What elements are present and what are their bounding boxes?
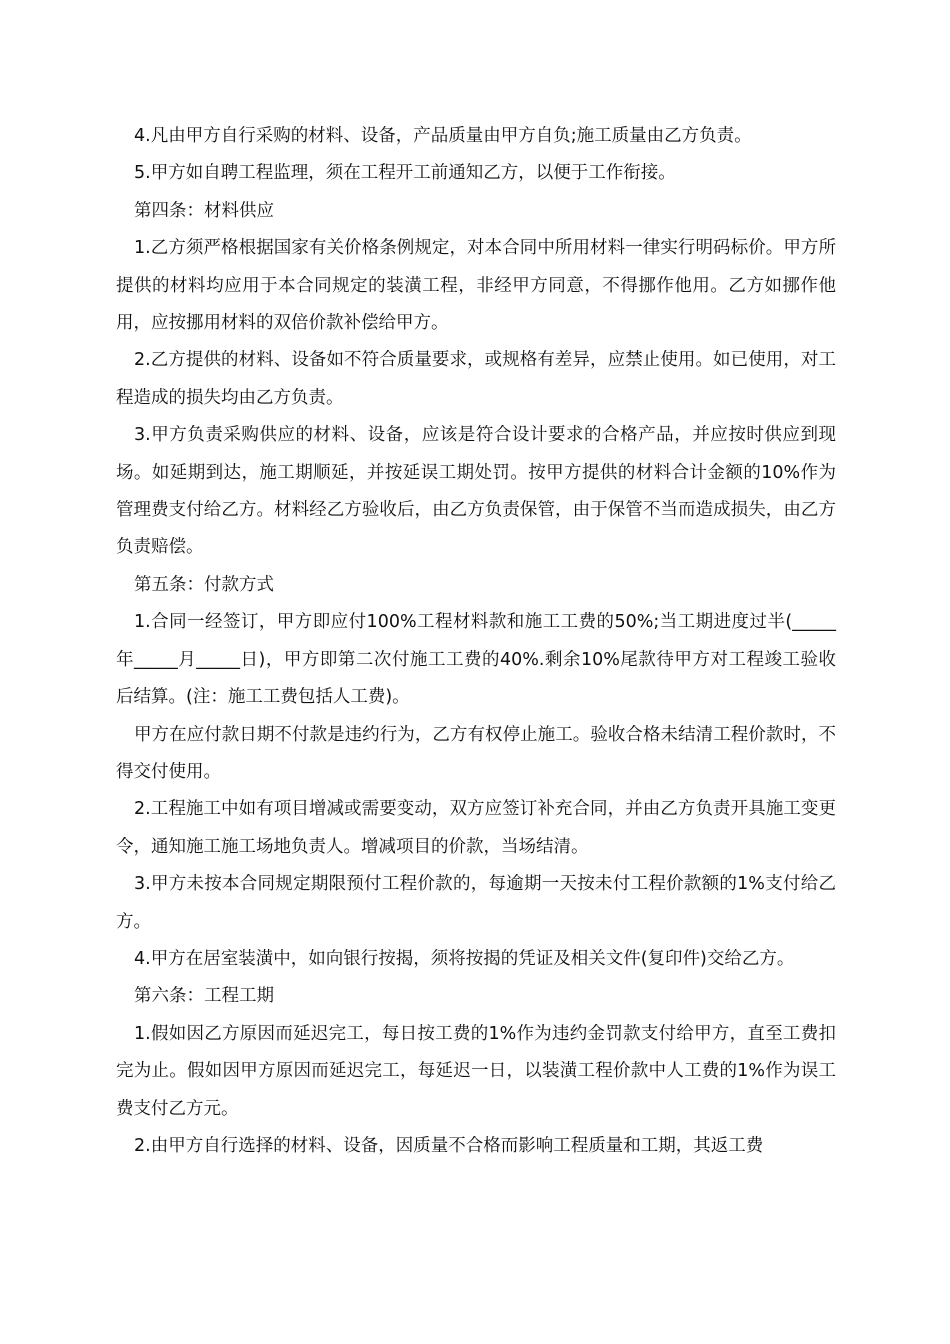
clause-payment-4: 4.甲方在居室装潢中，如向银行按揭，须将按揭的凭证及相关文件(复印件)交给乙方。 (134, 948, 795, 969)
clause-4-5: 5.甲方如自聘工程监理，须在工程开工前通知乙方，以便于工作衔接。 (134, 163, 676, 184)
clause-schedule-2: 2.由甲方自行选择的材料、设备，因质量不合格而影响工程质量和工期，其返工费 (134, 1135, 764, 1156)
clause-material-3: 3.甲方负责采购供应的材料、设备，应该是符合设计要求的合格产品，并应按时供应到现场。如延期到达，施工期顺延，并按延误工期处罚。按甲方提供的材料合计金额的10%作为管理费支付给乙方。材料经乙方验收后，由乙方负责保管，由于保管不当而造成损失，由乙方负责赔偿。 (116, 425, 836, 558)
clause-payment-2: 2.工程施工中如有项目增减或需要变动，双方应签订补充合同，并由乙方负责开具施工变更令，通知施工施工场地负责人。增减项目的价款，当场结清。 (116, 799, 836, 857)
clause-payment-default: 甲方在应付款日期不付款是违约行为，乙方有权停止施工。验收合格未结清工程价款时，不得交付使用。 (116, 724, 836, 782)
section-heading-article-6: 第六条：工程工期 (134, 986, 274, 1007)
clause-material-2: 2.乙方提供的材料、设备如不符合质量要求，或规格有差异，应禁止使用。如已使用，对工程造成的损失均由乙方负责。 (116, 350, 836, 408)
clause-payment-3: 3.甲方未按本合同规定期限预付工程价款的，每逾期一天按未付工程价款额的1%支付给乙方。 (116, 874, 836, 932)
clause-schedule-1: 1.假如因乙方原因而延迟完工，每日按工费的1%作为违约金罚款支付给甲方，直至工费扣完为止。假如因甲方原因而延迟完工，每延迟一日，以装潢工程价款中人工费的1%作为误工费支付乙方元。 (116, 1023, 836, 1119)
section-heading-article-5: 第五条：付款方式 (134, 574, 274, 595)
section-heading-article-4: 第四条：材料供应 (134, 200, 274, 221)
document-body (116, 118, 836, 1165)
clause-material-1: 1.乙方须严格根据国家有关价格条例规定，对本合同中所用材料一律实行明码标价。甲方所提供的材料均应用于本合同规定的装潢工程，非经甲方同意，不得挪作他用。乙方如挪作他用，应按挪用材料的双倍价款补偿给甲方。 (116, 238, 836, 334)
clause-payment-1: 1.合同一经签订，甲方即应付100%工程材料款和施工工费的50%;当工期进度过半(_____年_____月_____日)，甲方即第二次付施工工费的40%.剩余10%尾款待甲方对工程竣工验收后结算。(注：施工工费包括人工费)。 (116, 612, 836, 708)
clause-4-4: 4.凡由甲方自行采购的材料、设备，产品质量由甲方自负;施工质量由乙方负责。 (134, 126, 752, 146)
